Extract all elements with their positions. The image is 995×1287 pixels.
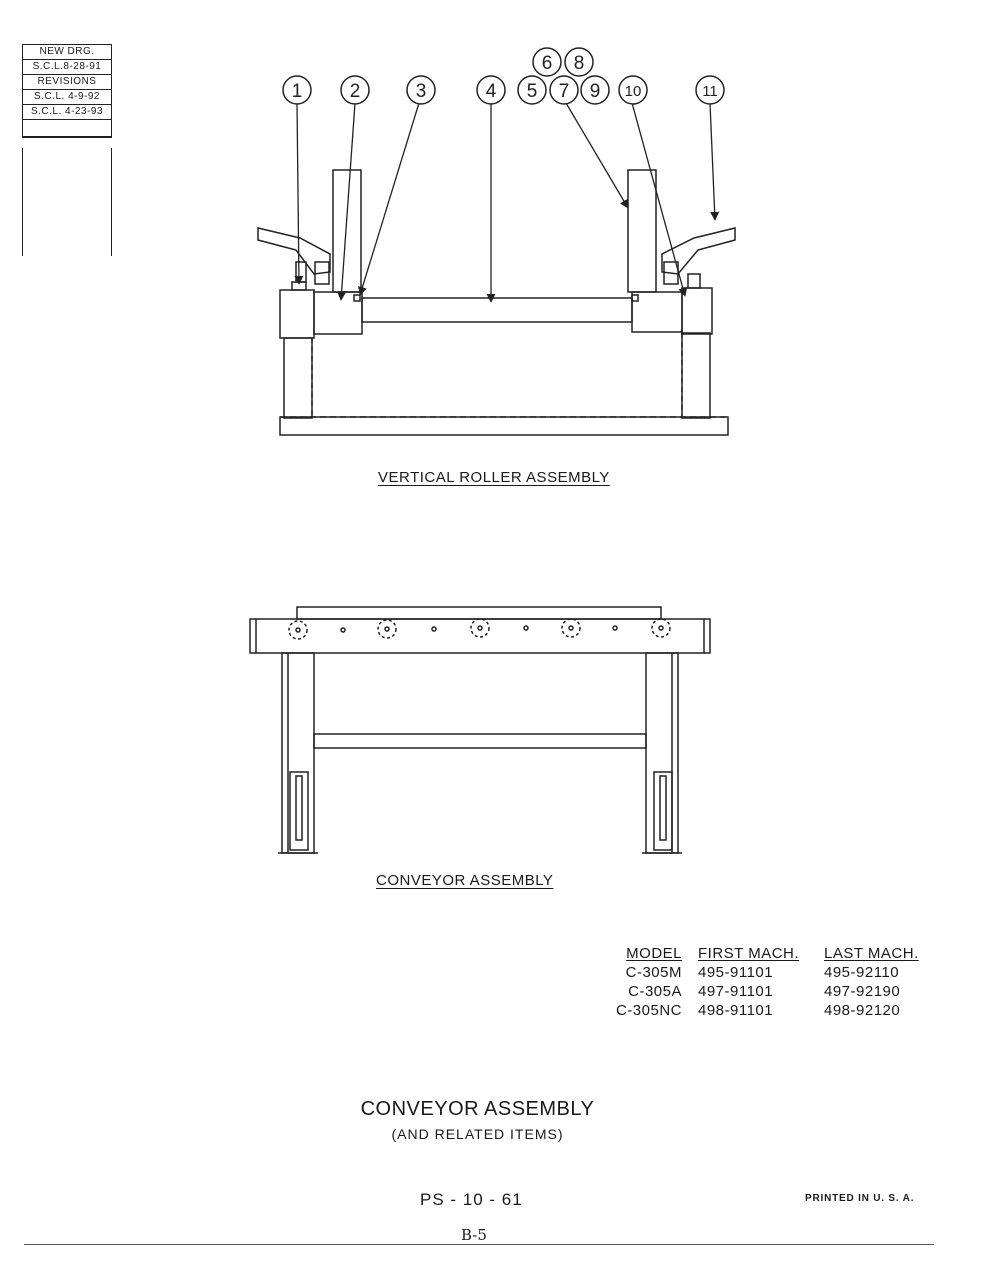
- callout-11: [696, 76, 724, 104]
- callout-label: 3: [415, 81, 427, 102]
- bottom-rule: [24, 1244, 934, 1245]
- callout-label: 11: [702, 83, 718, 100]
- table-cell: C-305M: [625, 964, 682, 981]
- callout-label: 1: [291, 81, 303, 102]
- handwritten-page-number: B-5: [461, 1226, 487, 1244]
- table-cell: C-305A: [628, 983, 682, 1000]
- table-cell: 495-91101: [698, 964, 774, 981]
- page-subtitle: (AND RELATED ITEMS): [391, 1126, 564, 1142]
- callout-10: [619, 76, 647, 104]
- callout-label: 8: [573, 53, 585, 74]
- callout-label: 5: [526, 81, 538, 102]
- model-column: [600, 944, 682, 1020]
- callout-6: [533, 48, 561, 76]
- table-cell: C-305NC: [615, 1002, 682, 1019]
- callout-label: 6: [541, 53, 553, 74]
- table-cell: 495-92110: [824, 964, 900, 981]
- callout-5: [518, 76, 546, 104]
- table-header: FIRST MACH.: [698, 945, 800, 962]
- revision-row: S.C.L. 4-9-92: [23, 90, 111, 105]
- revision-row: S.C.L. 4-23-93: [23, 105, 111, 120]
- table-cell: 498-91101: [698, 1002, 774, 1019]
- callout-4: [477, 76, 505, 104]
- callout-2: [341, 76, 369, 104]
- callout-8: [565, 48, 593, 76]
- table-header: MODEL: [626, 945, 682, 962]
- callout-label: 10: [624, 83, 642, 100]
- revision-row: REVISIONS: [23, 75, 111, 90]
- callout-7: [550, 76, 578, 104]
- callout-label: 2: [349, 81, 361, 102]
- callout-3: [407, 76, 435, 104]
- callout-label: 7: [558, 81, 570, 102]
- printed-label: PRINTED IN U. S. A.: [805, 1193, 915, 1204]
- callout-label: 4: [485, 81, 497, 102]
- last-mach-column: [824, 944, 919, 1020]
- table-cell: 497-92190: [824, 983, 901, 1000]
- first-mach-column: [698, 944, 799, 1020]
- table-header: LAST MACH.: [824, 945, 919, 962]
- callout-1: [283, 76, 311, 104]
- callout-label: 9: [589, 81, 601, 102]
- table-cell: 497-91101: [698, 983, 774, 1000]
- conveyor-caption: CONVEYOR ASSEMBLY: [376, 872, 554, 889]
- revision-row: NEW DRG.: [23, 45, 111, 60]
- page-title: CONVEYOR ASSEMBLY: [360, 1098, 595, 1120]
- table-cell: 498-92120: [824, 1002, 901, 1019]
- page-code: PS - 10 - 61: [420, 1190, 523, 1209]
- revision-row: S.C.L.8-28-91: [23, 60, 111, 75]
- vertical-roller-caption: VERTICAL ROLLER ASSEMBLY: [378, 469, 610, 486]
- callout-9: [581, 76, 609, 104]
